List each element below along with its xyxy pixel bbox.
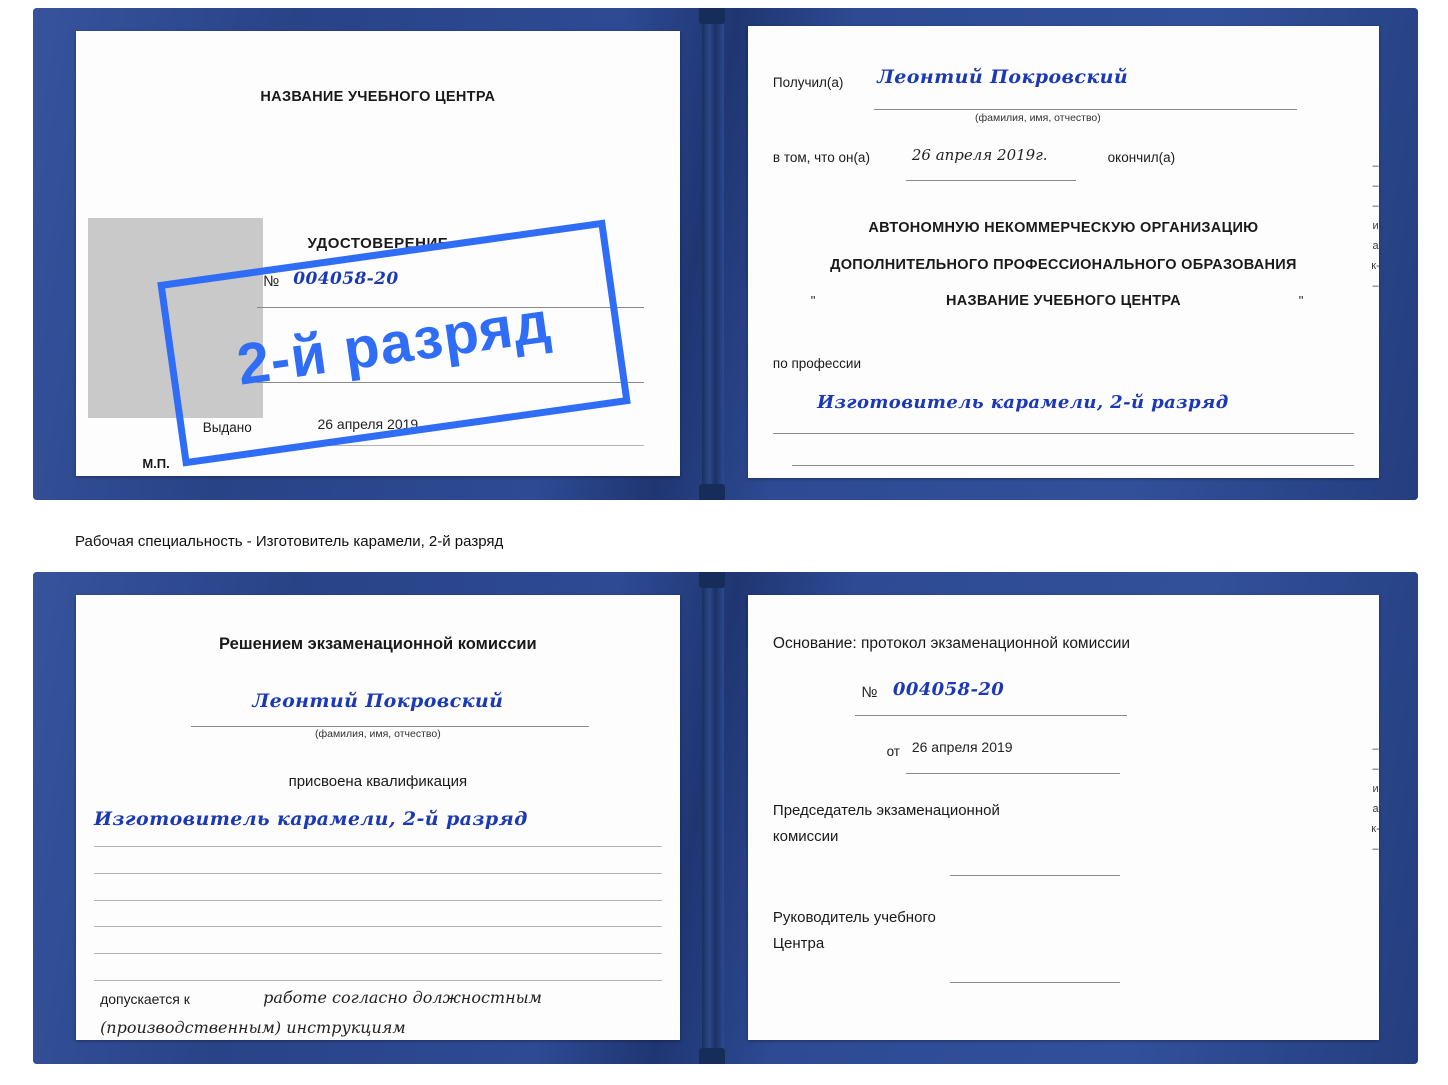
protocol-number: 004058-20 (892, 679, 1005, 701)
page-edge-text-bottom (1364, 739, 1388, 859)
edge-char: к- (1371, 259, 1380, 272)
edge-char: к- (1371, 823, 1380, 836)
edge-char: а (1372, 803, 1379, 816)
spine-tab-lower-top (699, 484, 725, 500)
head-label-line1: Руководитель учебного (772, 908, 936, 926)
organization-line-2: ДОПОЛНИТЕЛЬНОГО ПРОФЕССИОНАЛЬНОГО ОБРАЗОВАНИЯ (830, 256, 1297, 273)
spine-tab-lower-bottom (699, 1048, 725, 1064)
edge-char: – (1372, 279, 1379, 292)
allowed-value-line1: работе согласно должностным (263, 987, 542, 1007)
allowed-label: допускается к (100, 990, 190, 1007)
edge-char: а (1372, 239, 1379, 252)
edge-char: – (1372, 763, 1379, 776)
head-label-line2: Центра (772, 935, 825, 953)
edge-char: и (1372, 219, 1379, 232)
protocol-number-rule (855, 715, 1127, 716)
student-name: Леонтий Покровский (252, 690, 504, 713)
chairman-signature-rule (950, 875, 1121, 876)
bottom-right-page (748, 595, 1380, 1040)
allowed-value-line2: (производственным) инструкциям (100, 1017, 406, 1037)
qualification-value: Изготовитель карамели, 2-й разряд (94, 808, 528, 831)
qual-rule-1 (94, 873, 662, 874)
head-signature-rule (950, 982, 1121, 983)
issued-date: 26 апреля 2019 (317, 415, 419, 432)
issued-label: Выдано (202, 420, 252, 436)
seal-label: М.П. (142, 455, 170, 471)
caption-text: Рабочая специальность - Изготовитель карамели, 2-й разряд (75, 533, 504, 550)
profession-rule-1 (773, 433, 1354, 434)
issued-date-rule (311, 445, 643, 446)
organization-line-1: АВТОНОМНУЮ НЕКОММЕРЧЕСКУЮ ОРГАНИЗАЦИЮ (868, 220, 1259, 237)
from-date-rule (906, 773, 1121, 774)
number-symbol: № (263, 273, 280, 291)
finish-date-rule (906, 180, 1077, 181)
edge-char: – (1372, 843, 1379, 856)
profession-value: Изготовитель карамели, 2-й разряд (817, 392, 1229, 414)
that-he-label: в том, что он(а) (772, 150, 870, 166)
qual-rule-0 (94, 846, 662, 847)
bottom-certificate-book (33, 572, 1418, 1064)
spine-tab-upper-bottom (699, 572, 725, 588)
from-label: от (886, 743, 900, 759)
document-type-title: УДОСТОВЕРЕНИЕ (307, 235, 449, 253)
qualification-label: присвоена квалификация (288, 772, 468, 790)
bottom-left-page (76, 595, 680, 1040)
student-name-rule (191, 726, 590, 727)
finished-label: окончил(а) (1107, 150, 1176, 166)
edge-char: – (1372, 743, 1379, 756)
profession-label: по профессии (772, 356, 861, 372)
organization-name: НАЗВАНИЕ УЧЕБНОГО ЦЕНТРА (945, 292, 1181, 309)
book-spine-bottom (702, 572, 724, 1064)
basis-label: Основание: протокол экзаменационной комиссии (772, 634, 1131, 652)
edge-char: – (1372, 199, 1379, 212)
received-name-hint: (фамилия, имя, отчество) (975, 111, 1101, 124)
received-name: Леонтий Покровский (877, 66, 1129, 89)
watermark-text: 2-й разряд (233, 288, 555, 398)
from-date: 26 апреля 2019 (911, 739, 1013, 756)
spine-tab-upper-top (699, 8, 725, 24)
chairman-label-line1: Председатель экзаменационной (772, 801, 1000, 819)
book-spine-top (702, 8, 724, 500)
protocol-number-symbol: № (861, 683, 878, 701)
chairman-label-line2: комиссии (772, 828, 839, 846)
quote-close: " (1298, 292, 1304, 308)
qual-rule-4 (94, 953, 662, 954)
page-edge-text-top (1364, 156, 1388, 296)
student-name-hint: (фамилия, имя, отчество) (314, 728, 441, 741)
profession-rule-2 (792, 465, 1354, 466)
top-right-page (748, 26, 1380, 479)
edge-char: – (1372, 179, 1379, 192)
commission-decision-title: Решением экзаменационной комиссии (219, 634, 537, 653)
qual-rule-3 (94, 926, 662, 927)
edge-char: – (1372, 159, 1379, 172)
received-label: Получил(а) (772, 75, 844, 91)
qual-rule-5 (94, 980, 662, 981)
training-center-title: НАЗВАНИЕ УЧЕБНОГО ЦЕНТРА (260, 88, 496, 105)
edge-char: и (1372, 783, 1379, 796)
qual-rule-2 (94, 900, 662, 901)
certificate-number: 004058-20 (293, 268, 399, 289)
quote-open: " (810, 292, 816, 308)
finish-date: 26 апреля 2019г. (911, 145, 1048, 164)
received-name-rule (874, 109, 1297, 110)
